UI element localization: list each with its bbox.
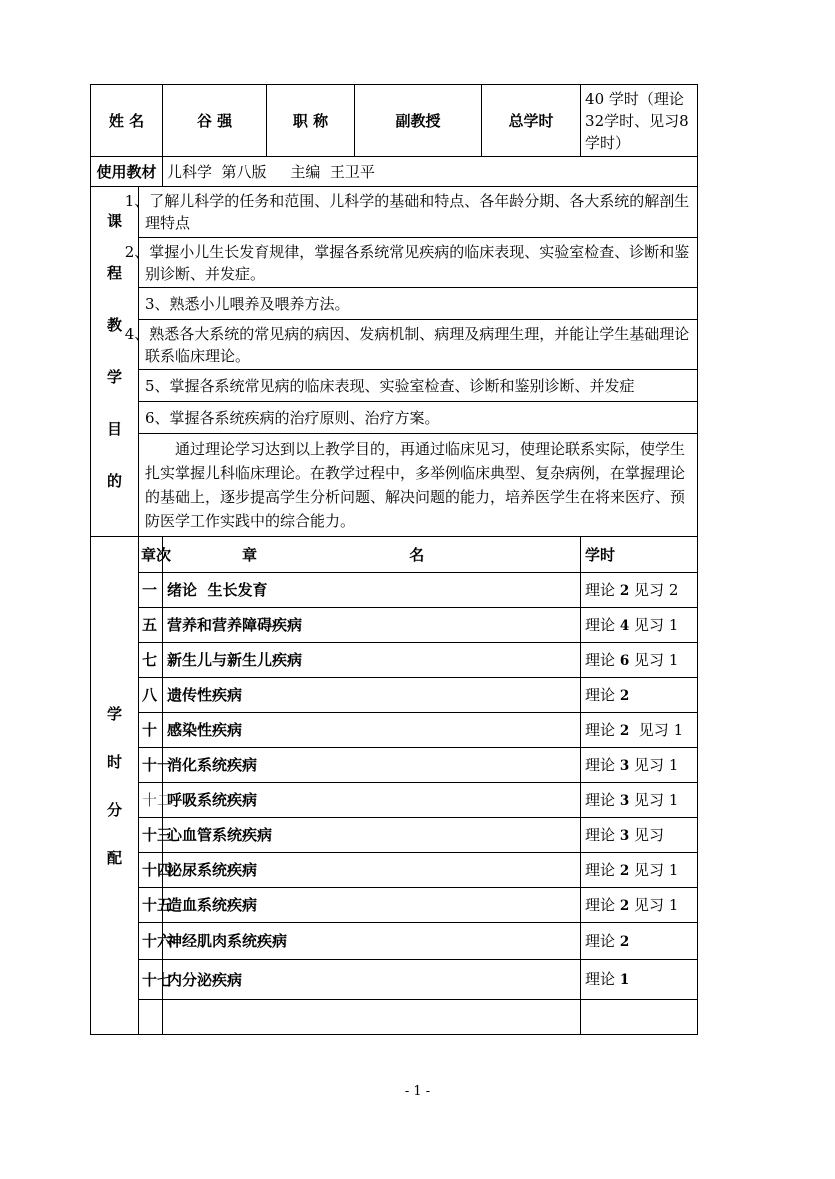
- chapter-hours: 理论 2 见习 1: [581, 853, 698, 888]
- chapter-name: 绪论 生长发育: [163, 573, 581, 608]
- chapter-name: 内分泌疾病: [163, 960, 581, 1000]
- chapter-name: 神经肌肉系统疾病: [163, 923, 581, 960]
- title-value: 副教授: [355, 85, 482, 157]
- objectives-side-label: 课 程 教 学 目 的: [91, 187, 139, 537]
- chapter-number: 八: [139, 678, 163, 713]
- chapter-name: 营养和营养障碍疾病: [163, 608, 581, 643]
- chapter-name: 呼吸系统疾病: [163, 783, 581, 818]
- table-row: [91, 713, 698, 748]
- objective-item: 6、掌握各系统疾病的治疗原则、治疗方案。: [139, 402, 698, 434]
- title-label: 职 称: [267, 85, 355, 157]
- chapter-number: 十七: [139, 960, 163, 1000]
- total-hours-label: 总学时: [482, 85, 581, 157]
- chapter-number: 十六: [139, 923, 163, 960]
- table-row: [91, 818, 698, 853]
- chapter-number: 十: [139, 713, 163, 748]
- table-row: [91, 748, 698, 783]
- table-row: [91, 608, 698, 643]
- chapter-hours: 理论 2 见习 1: [581, 888, 698, 923]
- objective-row: [91, 238, 698, 288]
- empty-cell: [581, 1000, 698, 1035]
- col-header-chapter: 章次: [139, 537, 163, 573]
- objective-row: [91, 288, 698, 320]
- chapter-number: 十五: [139, 888, 163, 923]
- empty-row: [91, 1000, 698, 1035]
- chapter-number: 五: [139, 608, 163, 643]
- schedule-header-row: [91, 537, 698, 573]
- chapter-number: 十一: [139, 748, 163, 783]
- chapter-hours: 理论 1: [581, 960, 698, 1000]
- chapter-number: 一: [139, 573, 163, 608]
- chapter-number: 七: [139, 643, 163, 678]
- objective-row: [91, 320, 698, 370]
- chapter-hours: 理论 3 见习 1: [581, 748, 698, 783]
- chapter-name: 造血系统疾病: [163, 888, 581, 923]
- objective-item: 2、掌握小儿生长发育规律，掌握各系统常见疾病的临床表现、实验室检查、诊断和鉴别诊断、并发症。: [139, 238, 698, 288]
- page-number: - 1 -: [404, 1084, 431, 1099]
- table-row: [91, 783, 698, 818]
- chapter-hours: 理论 6 见习 1: [581, 643, 698, 678]
- chapter-number: 十三: [139, 818, 163, 853]
- table-row: [91, 853, 698, 888]
- objective-row: [91, 402, 698, 434]
- name-label: 姓 名: [91, 85, 163, 157]
- objective-summary-row: [91, 434, 698, 537]
- textbook-value: 儿科学 第八版 主编 王卫平: [163, 157, 698, 187]
- table-row: [91, 573, 698, 608]
- chapter-name: 遗传性疾病: [163, 678, 581, 713]
- objective-summary: 通过理论学习达到以上教学目的，再通过临床见习，使理论联系实际，使学生扎实掌握儿科临床理论。在教学过程中，多举例临床典型、复杂病例，在掌握理论的基础上，逐步提高学生分析问题、解决问题的能力，培养医学生在将来医疗、预防医学工作实践中的综合能力。: [139, 434, 698, 537]
- objective-item: 4、熟悉各大系统的常见病的病因、发病机制、病理及病理生理，并能让学生基础理论联系临床理论。: [139, 320, 698, 370]
- objective-item: 3、熟悉小儿喂养及喂养方法。: [139, 288, 698, 320]
- header-row: [91, 85, 698, 157]
- chapter-number: 十四: [139, 853, 163, 888]
- table-row: [91, 678, 698, 713]
- objective-item: 5、掌握各系统常见病的临床表现、实验室检查、诊断和鉴别诊断、并发症: [139, 370, 698, 402]
- chapter-hours: 理论 2: [581, 678, 698, 713]
- chapter-hours: 理论 3 见习: [581, 818, 698, 853]
- table-row: [91, 960, 698, 1000]
- empty-cell: [139, 1000, 163, 1035]
- col-header-name: 章 名: [163, 537, 581, 573]
- chapter-hours: 理论 2 见习 2: [581, 573, 698, 608]
- objective-item: 1、了解儿科学的任务和范围、儿科学的基础和特点、各年龄分期、各大系统的解剖生理特点: [139, 187, 698, 238]
- chapter-name: 新生儿与新生儿疾病: [163, 643, 581, 678]
- chapter-name: 感染性疾病: [163, 713, 581, 748]
- syllabus-table: [90, 84, 698, 1035]
- table-row: [91, 888, 698, 923]
- textbook-row: [91, 157, 698, 187]
- textbook-label: 使用教材: [91, 157, 163, 187]
- objective-row: [91, 370, 698, 402]
- chapter-name: 心血管系统疾病: [163, 818, 581, 853]
- chapter-hours: 理论 4 见习 1: [581, 608, 698, 643]
- chapter-hours: 理论 2: [581, 923, 698, 960]
- table-row: [91, 643, 698, 678]
- chapter-hours: 理论 3 见习 1: [581, 783, 698, 818]
- name-value: 谷 强: [163, 85, 267, 157]
- table-row: [91, 923, 698, 960]
- chapter-hours: 理论 2 见习 1: [581, 713, 698, 748]
- chapter-name: 消化系统疾病: [163, 748, 581, 783]
- col-header-hours: 学时: [581, 537, 698, 573]
- objective-row: [91, 187, 698, 238]
- empty-cell: [163, 1000, 581, 1035]
- chapter-number: 十二: [139, 783, 163, 818]
- schedule-side-label: 学 时 分 配: [91, 537, 139, 1035]
- total-hours-value: 40 学时（理论32学时、见习8学时）: [581, 85, 698, 157]
- chapter-name: 泌尿系统疾病: [163, 853, 581, 888]
